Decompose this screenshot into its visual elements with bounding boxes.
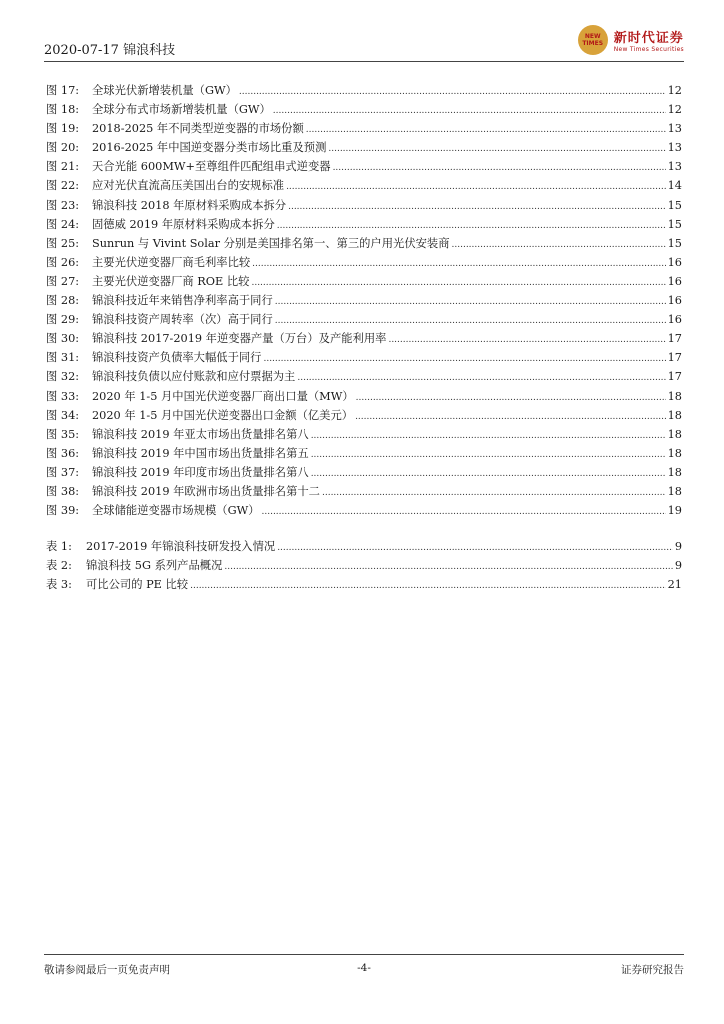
table-entry-label: 表 3: (46, 578, 72, 592)
leader-dots (262, 507, 666, 517)
figure-entry-title: 锦浪科技 2019 年亚太市场出货量排名第八 (92, 427, 309, 441)
leader-dots (311, 469, 666, 479)
figure-entry[interactable] (46, 464, 682, 483)
figure-entry-page: 15 (667, 198, 682, 212)
leader-dots (277, 221, 666, 231)
figure-entry[interactable] (46, 235, 682, 254)
figure-entry-page: 18 (667, 427, 682, 441)
figure-entry[interactable] (46, 197, 682, 216)
logo-name-cn: 新时代证券 (613, 31, 684, 46)
figure-entry-label: 图 33: (46, 389, 80, 403)
logo-badge-line1: NEW (584, 33, 601, 40)
figure-entry-label: 图 19: (46, 122, 80, 136)
leader-dots (275, 297, 666, 307)
leader-dots (277, 543, 673, 553)
figure-list (46, 82, 682, 521)
figure-entry-label: 图 18: (46, 103, 80, 117)
figure-entry-label: 图 26: (46, 255, 80, 269)
leader-dots (263, 354, 665, 364)
figure-entry-title: 锦浪科技 2018 年原材料采购成本拆分 (92, 198, 287, 212)
figure-entry-title: 天合光能 600MW+至尊组件匹配组串式逆变器 (92, 160, 331, 174)
leader-dots (239, 87, 666, 97)
figure-entry[interactable] (46, 483, 682, 502)
figure-entry[interactable] (46, 330, 682, 349)
figure-entry[interactable] (46, 426, 682, 445)
figure-entry[interactable] (46, 139, 682, 158)
figure-entry-label: 图 27: (46, 274, 80, 288)
table-entry-page: 9 (674, 540, 682, 553)
figure-entry-label: 图 20: (46, 141, 80, 155)
leader-dots (355, 412, 666, 422)
figure-entry-label: 图 39: (46, 504, 80, 518)
leader-dots (311, 450, 666, 460)
leader-dots (286, 182, 666, 192)
figure-entry-page: 16 (667, 274, 682, 288)
table-entry-page: 21 (667, 578, 682, 592)
footer-report-type: 证券研究报告 (621, 964, 684, 976)
figure-entry-label: 图 17: (46, 84, 80, 97)
leader-dots (306, 125, 666, 135)
figure-entry-page: 19 (667, 504, 682, 518)
figure-entry-title: 锦浪科技负债以应付账款和应付票据为主 (92, 370, 296, 384)
figure-entry[interactable] (46, 445, 682, 464)
figure-entry[interactable] (46, 292, 682, 311)
figure-entry[interactable] (46, 311, 682, 330)
figure-entry-title: 主要光伏逆变器厂商毛利率比较 (92, 255, 251, 269)
figure-entry-title: 锦浪科技 2017-2019 年逆变器产量（万台）及产能利用率 (92, 332, 387, 346)
figure-entry-page: 16 (667, 255, 682, 269)
figure-entry-title: 锦浪科技 2019 年印度市场出货量排名第八 (92, 465, 309, 479)
figure-entry-page: 13 (667, 160, 682, 174)
leader-dots (322, 488, 666, 498)
figure-entry-page: 18 (667, 484, 682, 498)
figure-entry[interactable] (46, 254, 682, 273)
figure-entry-label: 图 37: (46, 465, 80, 479)
figure-entry-page: 12 (667, 103, 682, 117)
figure-entry-title: 2016-2025 年中国逆变器分类市场比重及预测 (92, 141, 327, 155)
figure-entry-page: 14 (667, 179, 682, 193)
leader-dots (273, 106, 666, 116)
page-footer (44, 954, 684, 978)
figure-entry-title: 2020 年 1-5 月中国光伏逆变器出口金额（亿美元） (92, 408, 354, 422)
figure-entry-page: 18 (667, 389, 682, 403)
figure-entry-title: 全球分布式市场新增装机量（GW） (92, 103, 271, 117)
figure-entry-title: 锦浪科技近年来销售净利率高于同行 (92, 294, 273, 308)
table-list (46, 538, 682, 595)
leader-dots (328, 144, 665, 154)
figure-entry[interactable] (46, 502, 682, 521)
figure-entry-page: 15 (667, 236, 682, 250)
table-entry[interactable] (46, 538, 682, 557)
logo-badge-icon (578, 25, 608, 55)
leader-dots (224, 562, 672, 572)
leader-dots (190, 581, 666, 591)
table-entry-label: 表 2: (46, 559, 72, 573)
table-entry-page: 9 (674, 559, 682, 573)
figure-entry-title: 锦浪科技资产周转率（次）高于同行 (92, 313, 273, 327)
table-entry[interactable] (46, 557, 682, 576)
figure-entry-label: 图 31: (46, 351, 80, 365)
header-divider (44, 61, 684, 62)
page-number: -4- (357, 962, 371, 974)
footer-disclaimer: 敬请参阅最后一页免责声明 (44, 964, 170, 976)
figure-entry-label: 图 21: (46, 160, 80, 174)
figure-entry-page: 12 (667, 84, 682, 97)
figure-entry[interactable] (46, 407, 682, 426)
company-logo (578, 24, 684, 56)
logo-name-en: New Times Securities (613, 46, 684, 53)
figure-entry-page: 16 (667, 313, 682, 327)
figure-entry[interactable] (46, 82, 682, 101)
figure-entry[interactable] (46, 120, 682, 139)
header-date-company: 2020-07-17 锦浪科技 (44, 43, 176, 58)
figure-entry-page: 16 (667, 294, 682, 308)
figure-entry[interactable] (46, 388, 682, 407)
figure-entry[interactable] (46, 101, 682, 120)
figure-entry-page: 13 (667, 122, 682, 136)
leader-dots (252, 259, 665, 269)
figure-entry-label: 图 25: (46, 236, 80, 250)
figure-entry-page: 17 (667, 370, 682, 384)
figure-entry-page: 18 (667, 446, 682, 460)
figure-entry[interactable] (46, 216, 682, 235)
figure-entry-label: 图 24: (46, 217, 80, 231)
figure-entry-title: 2018-2025 年不同类型逆变器的市场份额 (92, 122, 304, 136)
figure-entry[interactable] (46, 177, 682, 196)
figure-entry-page: 17 (667, 351, 682, 365)
figure-entry-title: 2020 年 1-5 月中国光伏逆变器厂商出口量（MW） (92, 389, 354, 403)
figure-entry-page: 15 (667, 217, 682, 231)
figure-entry-label: 图 34: (46, 408, 80, 422)
figure-entry-page: 18 (667, 465, 682, 479)
leader-dots (388, 335, 665, 345)
figure-entry-title: 锦浪科技 2019 年欧洲市场出货量排名第十二 (92, 484, 320, 498)
figure-entry[interactable] (46, 158, 682, 177)
figure-entry-label: 图 38: (46, 484, 80, 498)
figure-entry-label: 图 30: (46, 332, 80, 346)
page-header (44, 24, 684, 62)
figure-entry-page: 13 (667, 141, 682, 155)
figure-entry-label: 图 28: (46, 294, 80, 308)
leader-dots (275, 316, 666, 326)
table-entry-title: 可比公司的 PE 比较 (86, 578, 189, 592)
leader-dots (288, 202, 666, 212)
figure-entry-page: 18 (667, 408, 682, 422)
figure-entry-title: 主要光伏逆变器厂商 ROE 比较 (92, 274, 250, 288)
figure-entry-label: 图 23: (46, 198, 80, 212)
figure-entry-label: 图 32: (46, 370, 80, 384)
figure-entry[interactable] (46, 368, 682, 387)
figure-entry-title: Sunrun 与 Vivint Solar 分别是美国排名第一、第三的户用光伏安装商 (92, 236, 450, 250)
figure-entry-label: 图 22: (46, 179, 80, 193)
table-entry-label: 表 1: (46, 540, 72, 553)
figure-entry-label: 图 36: (46, 446, 80, 460)
figure-entry-title: 固德威 2019 年原材料采购成本拆分 (92, 217, 275, 231)
figure-entry-title: 锦浪科技资产负债率大幅低于同行 (92, 351, 262, 365)
table-entry-title: 锦浪科技 5G 系列产品概况 (86, 559, 223, 573)
leader-dots (333, 163, 666, 173)
logo-badge-line2: TIMES (582, 40, 604, 47)
figure-entry-label: 图 29: (46, 313, 80, 327)
figure-entry-title: 全球储能逆变器市场规模（GW） (92, 504, 260, 518)
leader-dots (311, 431, 666, 441)
leader-dots (251, 278, 665, 288)
figure-entry-title: 应对光伏直流高压美国出台的安规标准 (92, 179, 285, 193)
figure-entry-label: 图 35: (46, 427, 80, 441)
figure-entry-title: 全球光伏新增装机量（GW） (92, 84, 237, 97)
figure-entry-title: 锦浪科技 2019 年中国市场出货量排名第五 (92, 446, 309, 460)
footer-divider (44, 954, 684, 955)
leader-dots (356, 393, 666, 403)
figure-entry[interactable] (46, 349, 682, 368)
leader-dots (452, 240, 666, 250)
table-entry-title: 2017-2019 年锦浪科技研发投入情况 (86, 540, 276, 553)
figure-entry[interactable] (46, 273, 682, 292)
table-entry[interactable] (46, 576, 682, 595)
figure-entry-page: 17 (667, 332, 682, 346)
leader-dots (297, 373, 665, 383)
